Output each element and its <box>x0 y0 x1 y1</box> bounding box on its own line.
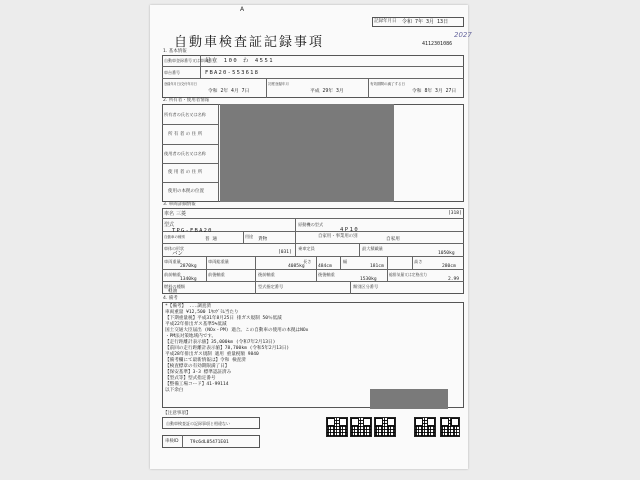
section2-title: 2. 所有者・使用者情報 <box>163 98 210 103</box>
front-rear-axle-label: 前後軸重 <box>208 272 225 277</box>
section3-title: 3. 車両詳細情報 <box>163 202 196 207</box>
user-address-label: 使 用 者 の 住 所 <box>168 170 203 175</box>
notes-title: 【注意事項】 <box>163 411 191 416</box>
user-name-label: 使用者の氏名又は名称 <box>164 151 206 156</box>
purpose-label: 自家用・事業用の別 <box>318 234 358 239</box>
engine-model-label: 原動機の型式 <box>298 222 324 227</box>
document-title: 自動車検査証記録事項 <box>174 35 325 50</box>
front-front-axle-label: 前前軸重 <box>164 272 181 277</box>
remarks-line: *【備考】 ...調査済 <box>165 304 211 309</box>
chassis-number-label: 車台番号 <box>164 70 180 75</box>
remarks-line: 【保安基準】3-3 標準認証済み <box>165 370 232 375</box>
remarks-line: 【検査標章の有効期限満了日】 <box>165 364 230 369</box>
expiry-date-label: 有効期間の満了する日 <box>370 82 405 86</box>
section1-title: 1. 基本情報 <box>163 49 187 54</box>
model-designation-label: 型式指定番号 <box>258 284 284 289</box>
remarks-line: 【走行距離計表示値】35,000km (令和7年2月13日) <box>165 340 276 345</box>
expiry-date-value: 令和 8年 3月 27日 <box>412 89 457 94</box>
front-front-axle-value: 1340kg <box>180 277 197 282</box>
base-location-label: 使用の本拠の位置 <box>168 189 204 194</box>
rear-front-axle-label: 後前軸重 <box>258 272 275 277</box>
purpose-value: 自家用 <box>386 237 400 242</box>
remarks-line: 【備考欄にて最新情報は】令和 検査済 <box>165 358 246 363</box>
length-label: 長さ <box>303 259 312 264</box>
remarks-line: ・PM法対策地域内です。 <box>165 334 217 339</box>
vehicle-kind-value: 普 通 <box>205 237 217 242</box>
width-label: 幅 <box>343 259 348 264</box>
document-number: 4112301086 <box>422 41 453 47</box>
qr-code-5 <box>440 417 460 437</box>
fuel-type-label: 燃料の種類 <box>164 284 185 289</box>
rear-rear-axle-label: 後後軸重 <box>318 272 335 277</box>
first-registration-label: 初度登録年月 <box>268 82 289 86</box>
capacity-label: 乗車定員 <box>298 246 315 251</box>
remarks-line: 平成28年排出ガス規制 適用 重量税額 9840 <box>165 352 259 357</box>
section4-title: 4. 備考 <box>163 296 178 301</box>
fuel-type-value: 軽油 <box>168 289 178 294</box>
body-shape-label: 車体の形状 <box>164 246 184 251</box>
maker-value: 三菱 <box>176 211 187 217</box>
body-shape-code: [031] <box>278 250 292 255</box>
maker-label: 車名 <box>164 211 175 217</box>
remarks-line: 【型式等】型式指定番号 <box>165 376 216 381</box>
width-value: 181cm <box>370 264 384 269</box>
corner-mark: A <box>240 6 245 13</box>
model-label: 型式 <box>164 222 175 228</box>
registration-number-label: 自動車登録番号又は車両番号 <box>164 58 216 63</box>
chassis-number-value: FBA20-553618 <box>205 70 260 76</box>
displacement-label: 総排気量又は定格出力 <box>389 272 427 277</box>
remarks-line: 平成22年排出ガス基準5%低減 <box>165 322 227 327</box>
vehicle-inspection-record-sheet <box>150 5 472 469</box>
issue-date-label: 記録年月日 <box>374 19 397 24</box>
remarks-line: 国土交通大臣届出 (NOx・PM) 適合。この自動車の使用の本拠はNOx <box>165 328 309 333</box>
handwritten-note: 2027 <box>454 31 472 39</box>
issue-date-value: 令和 7年 3月 13日 <box>402 19 449 25</box>
owner-address-label: 所 有 者 の 住 所 <box>168 132 203 137</box>
max-load-label: 最大積載量 <box>362 246 383 251</box>
body-shape-value: バン <box>172 251 184 257</box>
qr-code-3 <box>374 417 396 437</box>
qr-code-2 <box>350 417 372 437</box>
remarks-line: 【整備工場コード】41-99114 <box>165 382 229 387</box>
notes-body: 自動車検査証の記録事項と相違ない <box>166 421 230 426</box>
vehicle-weight-value: 2870kg <box>180 264 197 269</box>
maker-code: [318] <box>448 211 462 216</box>
class-number-label: 類別区分番号 <box>353 284 379 289</box>
qr-code-4 <box>414 417 436 437</box>
registration-number-value: 足立 100 わ 4551 <box>205 58 275 64</box>
gross-weight-label: 車両総重量 <box>208 259 229 264</box>
remarks-line: 【前回の走行距離計表示値】78,700km (令和5年2月13日) <box>165 346 290 351</box>
qr-code-1 <box>326 417 348 437</box>
inspection-id-value: T9c6dL05471E01 <box>190 440 229 445</box>
height-value: 280cm <box>442 264 456 269</box>
inspection-id-label: 車検ID <box>165 439 179 444</box>
engine-model-value: 4P10 <box>340 227 360 233</box>
registration-date-value: 令和 2年 4月 7日 <box>208 89 250 94</box>
owner-name-label: 所有者の氏名又は名称 <box>164 112 206 117</box>
height-label: 高さ <box>414 259 423 264</box>
length-value: 484cm <box>318 264 332 269</box>
remarks-line: 【下期重量税】平成31年8月25日 排ガス規制 50％低減 <box>165 316 282 321</box>
model-value: TPG-FBA20 <box>172 228 213 234</box>
remarks-line: 車両重量 ¥12,500 1ｷﾛｸﾞﾗﾑ当たり <box>165 310 239 315</box>
remarks-line: 以下余白 <box>165 388 184 393</box>
first-registration-value: 平成 29年 3月 <box>310 89 344 94</box>
vehicle-kind-label: 自動車の種別 <box>164 235 185 239</box>
vehicle-weight-label: 車両重量 <box>164 259 181 264</box>
redaction-block-small <box>370 389 448 409</box>
max-load-value: 1050kg <box>438 251 455 256</box>
use-value: 貨物 <box>258 237 268 242</box>
redaction-block <box>220 104 394 202</box>
gross-weight-value: 4085kg <box>288 264 305 269</box>
use-label: 用途 <box>245 234 253 239</box>
rear-rear-axle-value: 1530kg <box>360 277 377 282</box>
registration-date-label: 登録年月日/交付年月日 <box>164 82 197 86</box>
displacement-value: 2.99 <box>448 277 460 282</box>
